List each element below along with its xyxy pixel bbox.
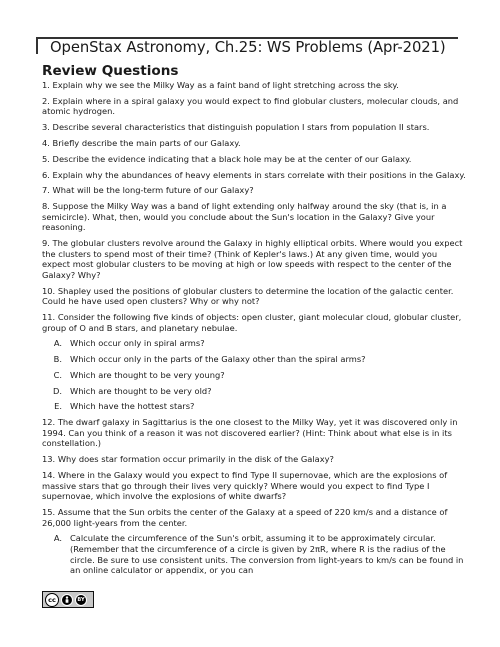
- question-11: 11. Consider the following five kinds of objects: open cluster, giant molecular cloud, globular cluster, group of O and B stars, and planetary nebulae.: [42, 311, 462, 333]
- question-9: 9. The globular clusters revolve around the Galaxy in highly elliptical orbits. Where would you expect the clusters to spend most of their time? (Think of Kepler's laws.) At any given time, would you expect most globular clusters to be moving at high or low speeds with respect to the center of the Galaxy? Why?: [42, 238, 463, 280]
- question-11-part-b: [42, 354, 466, 365]
- part-letter: E.: [54, 401, 62, 412]
- part-text: Which occur only in spiral arms?: [70, 338, 205, 349]
- question-5: 5. Describe the evidence indicating that a black hole may be at the center of our Galaxy.: [42, 153, 412, 164]
- question-15-part-a: [42, 533, 466, 575]
- question-15: 15. Assume that the Sun orbits the center of the Galaxy at a speed of 220 km/s and a distance of 26,000 light-years from the center.: [42, 506, 448, 528]
- question-2: 2. Explain where in a spiral galaxy you would expect to find globular clusters, molecular clouds, and atomic hydrogen.: [42, 95, 459, 117]
- question-11-part-c: [42, 370, 466, 381]
- questions-list: [42, 80, 466, 581]
- header-rule-tick: [36, 37, 38, 54]
- question-12: 12. The dwarf galaxy in Sagittarius is the one closest to the Milky Way, yet it was discovered only in 1994. Can you think of a reason it was not discovered earlier? (Hint: Think about what else is in its constellation.): [42, 417, 458, 449]
- person-icon: [61, 594, 73, 606]
- cc-by-license-badge[interactable]: [42, 591, 94, 608]
- question-11-part-a: [42, 338, 466, 349]
- question-7: 7. What will be the long-term future of our Galaxy?: [42, 185, 254, 196]
- part-text: Which occur only in the parts of the Galaxy other than the spiral arms?: [70, 354, 366, 365]
- part-text: Calculate the circumference of the Sun's orbit, assuming it to be approximately circular. (Remember that the circumference of a circle is given by 2πR, where R is the radius of the circle. Be sure to use consistent units. The conversion from light-years to km/s can be found in an online calculator or appendix, or you can: [70, 533, 464, 576]
- question-8: 8. Suppose the Milky Way was a band of light extending only halfway around the sky (that is, in a semicircle). What, then, would you conclude about the Sun's location in the Galaxy? Give your reasoning.: [42, 201, 447, 233]
- part-letter: A.: [53, 533, 62, 544]
- part-letter: C.: [53, 369, 62, 380]
- part-text: Which are thought to be very old?: [70, 385, 212, 396]
- question-11-part-d: [42, 386, 466, 397]
- cc-icon: cc: [45, 593, 59, 607]
- question-4: 4. Briefly describe the main parts of our Galaxy.: [42, 137, 241, 148]
- document-title: OpenStax Astronomy, Ch.25: WS Problems (Apr-2021): [50, 39, 446, 56]
- part-text: Which have the hottest stars?: [70, 401, 195, 412]
- question-6: 6. Explain why the abundances of heavy elements in stars correlate with their positions in the Galaxy.: [42, 169, 466, 180]
- question-3: 3. Describe several characteristics that distinguish population I stars from population II stars.: [42, 122, 430, 133]
- part-letter: D.: [52, 385, 62, 396]
- question-1: 1. Explain why we see the Milky Way as a faint band of light stretching across the sky.: [42, 80, 399, 90]
- question-14: 14. Where in the Galaxy would you expect to find Type II supernovae, which are the explosions of massive stars that go through their lives very quickly? Where would you expect to find Type I supernovae, which involve the explosions of white dwarfs?: [42, 470, 448, 502]
- part-letter: B.: [53, 354, 62, 365]
- by-icon: BY: [75, 594, 87, 606]
- part-letter: A.: [53, 338, 62, 349]
- question-11-part-e: [42, 401, 466, 412]
- section-heading: Review Questions: [42, 63, 179, 79]
- question-10: 10. Shapley used the positions of globular clusters to determine the location of the galactic center. Could he have used open clusters? Why or why not?: [42, 285, 454, 307]
- part-text: Which are thought to be very young?: [70, 369, 225, 380]
- question-13: 13. Why does star formation occur primarily in the disk of the Galaxy?: [42, 454, 334, 465]
